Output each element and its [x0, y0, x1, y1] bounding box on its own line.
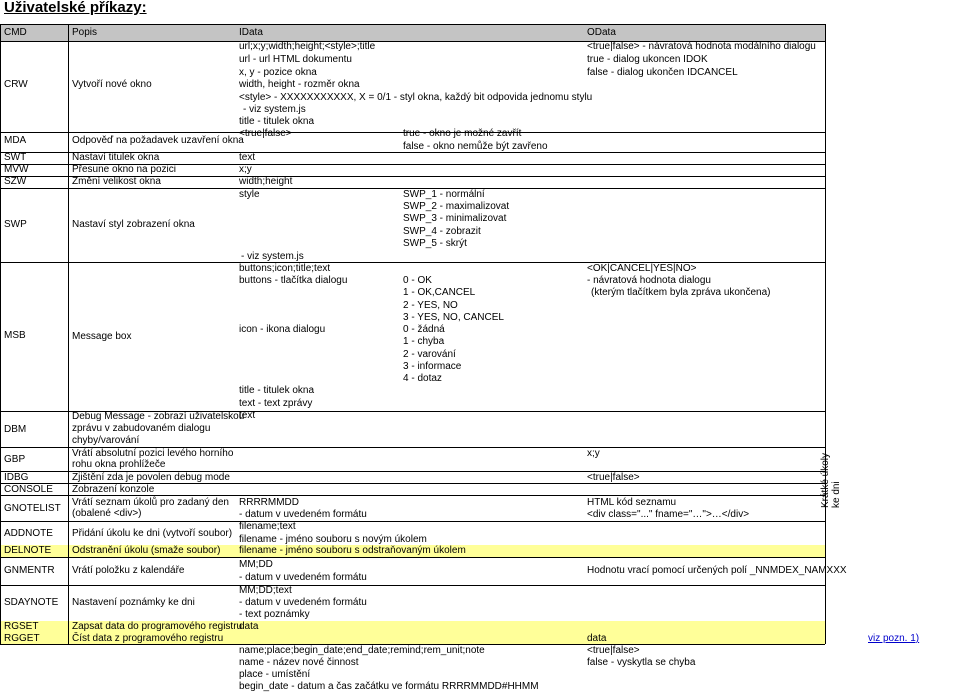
cmd-cell: RGGET — [4, 633, 40, 644]
idata-line: url - url HTML dokumentu — [239, 54, 352, 65]
popis-cell: Zobrazení konzole — [72, 484, 155, 495]
value-line: SWP_1 - normální — [403, 189, 485, 200]
idata-line: width, height - rozměr okna — [239, 79, 360, 90]
popis-cell: Nastaví styl zobrazení okna — [72, 219, 195, 230]
odata-line: <div class="..." fname="…">…</div> — [587, 509, 750, 520]
idata-line: begin_date - datum a čas začátku ve formátu RRRRMMDD#HHMM — [239, 681, 539, 692]
popis-cell: Vrátí absolutní pozici levého horního — [72, 448, 234, 459]
value-line: 2 - YES, NO — [403, 300, 458, 311]
idata-line: data — [239, 621, 259, 632]
cmd-cell: GBP — [4, 454, 26, 465]
idata-line: url;x;y;width;height;<style>;title — [239, 41, 376, 52]
cmd-cell: IDBG — [4, 472, 29, 483]
idata-line: filename - jméno souboru s odstraňovaným úkolem — [239, 545, 466, 556]
popis-cell: Vytvoří nové okno — [72, 79, 152, 90]
idata-line: text — [239, 152, 256, 163]
value-line: 1 - chyba — [403, 336, 445, 347]
odata-line: <true|false> - návratová hodnota modálního dialogu — [587, 41, 816, 52]
popis-cell: Zjištění zda je povolen debug mode — [72, 472, 230, 483]
cmd-cell: DBM — [4, 424, 27, 435]
idata-line: name - název nové činnost — [239, 657, 359, 668]
side-label: Krátké úkoly ke dni — [820, 452, 842, 508]
popis-cell: Odpověď na požadavek uzavření okna — [72, 135, 244, 146]
cmd-cell: SWP — [4, 219, 27, 230]
popis-cell: Nastavení poznámky ke dni — [72, 597, 195, 608]
popis-cell: zprávu v zabudovaném dialogu — [72, 423, 211, 434]
cmd-cell: MDA — [4, 135, 27, 146]
idata-line: - text poznámky — [239, 609, 310, 620]
popis-cell: Debug Message - zobrazí uživatelskou — [72, 411, 245, 422]
idata-line: - datum v uvedeném formátu — [239, 597, 367, 608]
value-line: SWP_5 - skrýt — [403, 238, 467, 249]
idata-line: style — [239, 189, 260, 200]
cmd-cell: CRW — [4, 79, 28, 90]
odata-line: HTML kód seznamu — [587, 497, 677, 508]
odata-line: false - dialog ukončen IDCANCEL — [587, 67, 738, 78]
idata-line: - datum v uvedeném formátu — [239, 509, 367, 520]
popis-cell: Přesune okno na pozici — [72, 164, 176, 175]
odata-line: data — [587, 633, 607, 644]
cmd-cell: MSB — [4, 330, 26, 341]
odata-line: <true|false> — [587, 472, 640, 483]
idata-line: buttons;icon;title;text — [239, 263, 331, 274]
odata-line: Hodnotu vrací pomocí určených polí _NNMDEX_NAMXXX — [587, 565, 847, 576]
header-odata: OData — [587, 27, 616, 38]
idata-line: - datum v uvedeném formátu — [239, 572, 367, 583]
idata-line: MM;DD — [239, 559, 273, 570]
idata-line: buttons - tlačítka dialogu — [239, 275, 348, 286]
popis-cell: (obalené <div>) — [72, 508, 142, 519]
odata-line: true - dialog ukoncen IDOK — [587, 54, 708, 65]
popis-cell: Vrátí seznam úkolů pro zadaný den — [72, 497, 229, 508]
header-idata: IData — [239, 27, 263, 38]
odata-line: <OK|CANCEL|YES|NO> — [587, 263, 697, 274]
cmd-cell: CONSOLE — [4, 484, 53, 495]
idata-line: <true|false> — [239, 128, 292, 139]
idata-line: filename;text — [239, 521, 296, 532]
popis-cell: Přidání úkolu ke dni (vytvoří soubor) — [72, 528, 233, 539]
odata-line: x;y — [587, 448, 600, 459]
idata-line: <style> - XXXXXXXXXXX, X = 0/1 - styl okna, každý bit odpovida jednomu stylu — [239, 92, 593, 103]
value-line: 0 - OK — [403, 275, 432, 286]
idata-line: text — [239, 410, 256, 421]
popis-cell: Číst data z programového registru — [72, 633, 224, 644]
cmd-cell: SZW — [4, 176, 27, 187]
idata-line: text - text zprávy — [239, 398, 313, 409]
value-line: 3 - YES, NO, CANCEL — [403, 312, 504, 323]
value-line: false - okno nemůže být zavřeno — [403, 141, 548, 152]
idata-line: name;place;begin_date;end_date;remind;rem_unit;note — [239, 645, 485, 656]
popis-cell: Odstranění úkolu (smaže soubor) — [72, 545, 221, 556]
cmd-cell: SWT — [4, 152, 27, 163]
value-line: SWP_2 - maximalizovat — [403, 201, 510, 212]
idata-line: place - umístění — [239, 669, 311, 680]
cmd-cell: GNOTELIST — [4, 503, 61, 514]
idata-line: MM;DD;text — [239, 585, 292, 596]
popis-cell: Vrátí položku z kalendáře — [72, 565, 185, 576]
popis-cell: Zapsat data do programového registru — [72, 621, 243, 632]
note-link[interactable]: viz pozn. 1) — [868, 633, 920, 644]
value-line: 1 - OK,CANCEL — [403, 287, 476, 298]
popis-cell: chyby/varování — [72, 435, 140, 446]
idata-line: width;height — [239, 176, 293, 187]
odata-line: (kterým tlačítkem byla zpráva ukončena) — [591, 287, 771, 298]
popis-cell: Nastaví titulek okna — [72, 152, 160, 163]
idata-line: - viz system.js — [241, 251, 304, 262]
cmd-cell: ADDNOTE — [4, 528, 53, 539]
idata-line: - viz system.js — [243, 104, 306, 115]
header-cmd: CMD — [4, 27, 27, 38]
cmd-cell: SDAYNOTE — [4, 597, 59, 608]
idata-line: filename - jméno souboru s novým úkolem — [239, 534, 427, 545]
value-line: 2 - varování — [403, 349, 456, 360]
idata-line: title - titulek okna — [239, 116, 315, 127]
value-line: 4 - dotaz — [403, 373, 442, 384]
odata-line: - návratová hodnota dialogu — [587, 275, 711, 286]
idata-line: x, y - pozice okna — [239, 67, 317, 78]
idata-line: x;y — [239, 164, 252, 175]
value-line: true - okno je možné zavřít — [403, 128, 522, 139]
cmd-cell: RGSET — [4, 621, 39, 632]
cmd-cell: MVW — [4, 164, 29, 175]
idata-line: RRRRMMDD — [239, 497, 299, 508]
idata-line: title - titulek okna — [239, 385, 315, 396]
cmd-cell: DELNOTE — [4, 545, 52, 556]
popis-cell: rohu okna prohlížeče — [72, 459, 166, 470]
odata-line: <true|false> — [587, 645, 640, 656]
value-line: SWP_3 - minimalizovat — [403, 213, 507, 224]
popis-cell: Message box — [72, 331, 132, 342]
odata-line: false - vyskytla se chyba — [587, 657, 696, 668]
cmd-cell: GNMENTR — [4, 565, 55, 576]
value-line: 0 - žádná — [403, 324, 445, 335]
idata-line: icon - ikona dialogu — [239, 324, 326, 335]
value-line: 3 - informace — [403, 361, 462, 372]
popis-cell: Změní velikost okna — [72, 176, 161, 187]
page-title: Uživatelské příkazy: — [4, 0, 147, 16]
value-line: SWP_4 - zobrazit — [403, 226, 481, 237]
header-popis: Popis — [72, 27, 98, 38]
